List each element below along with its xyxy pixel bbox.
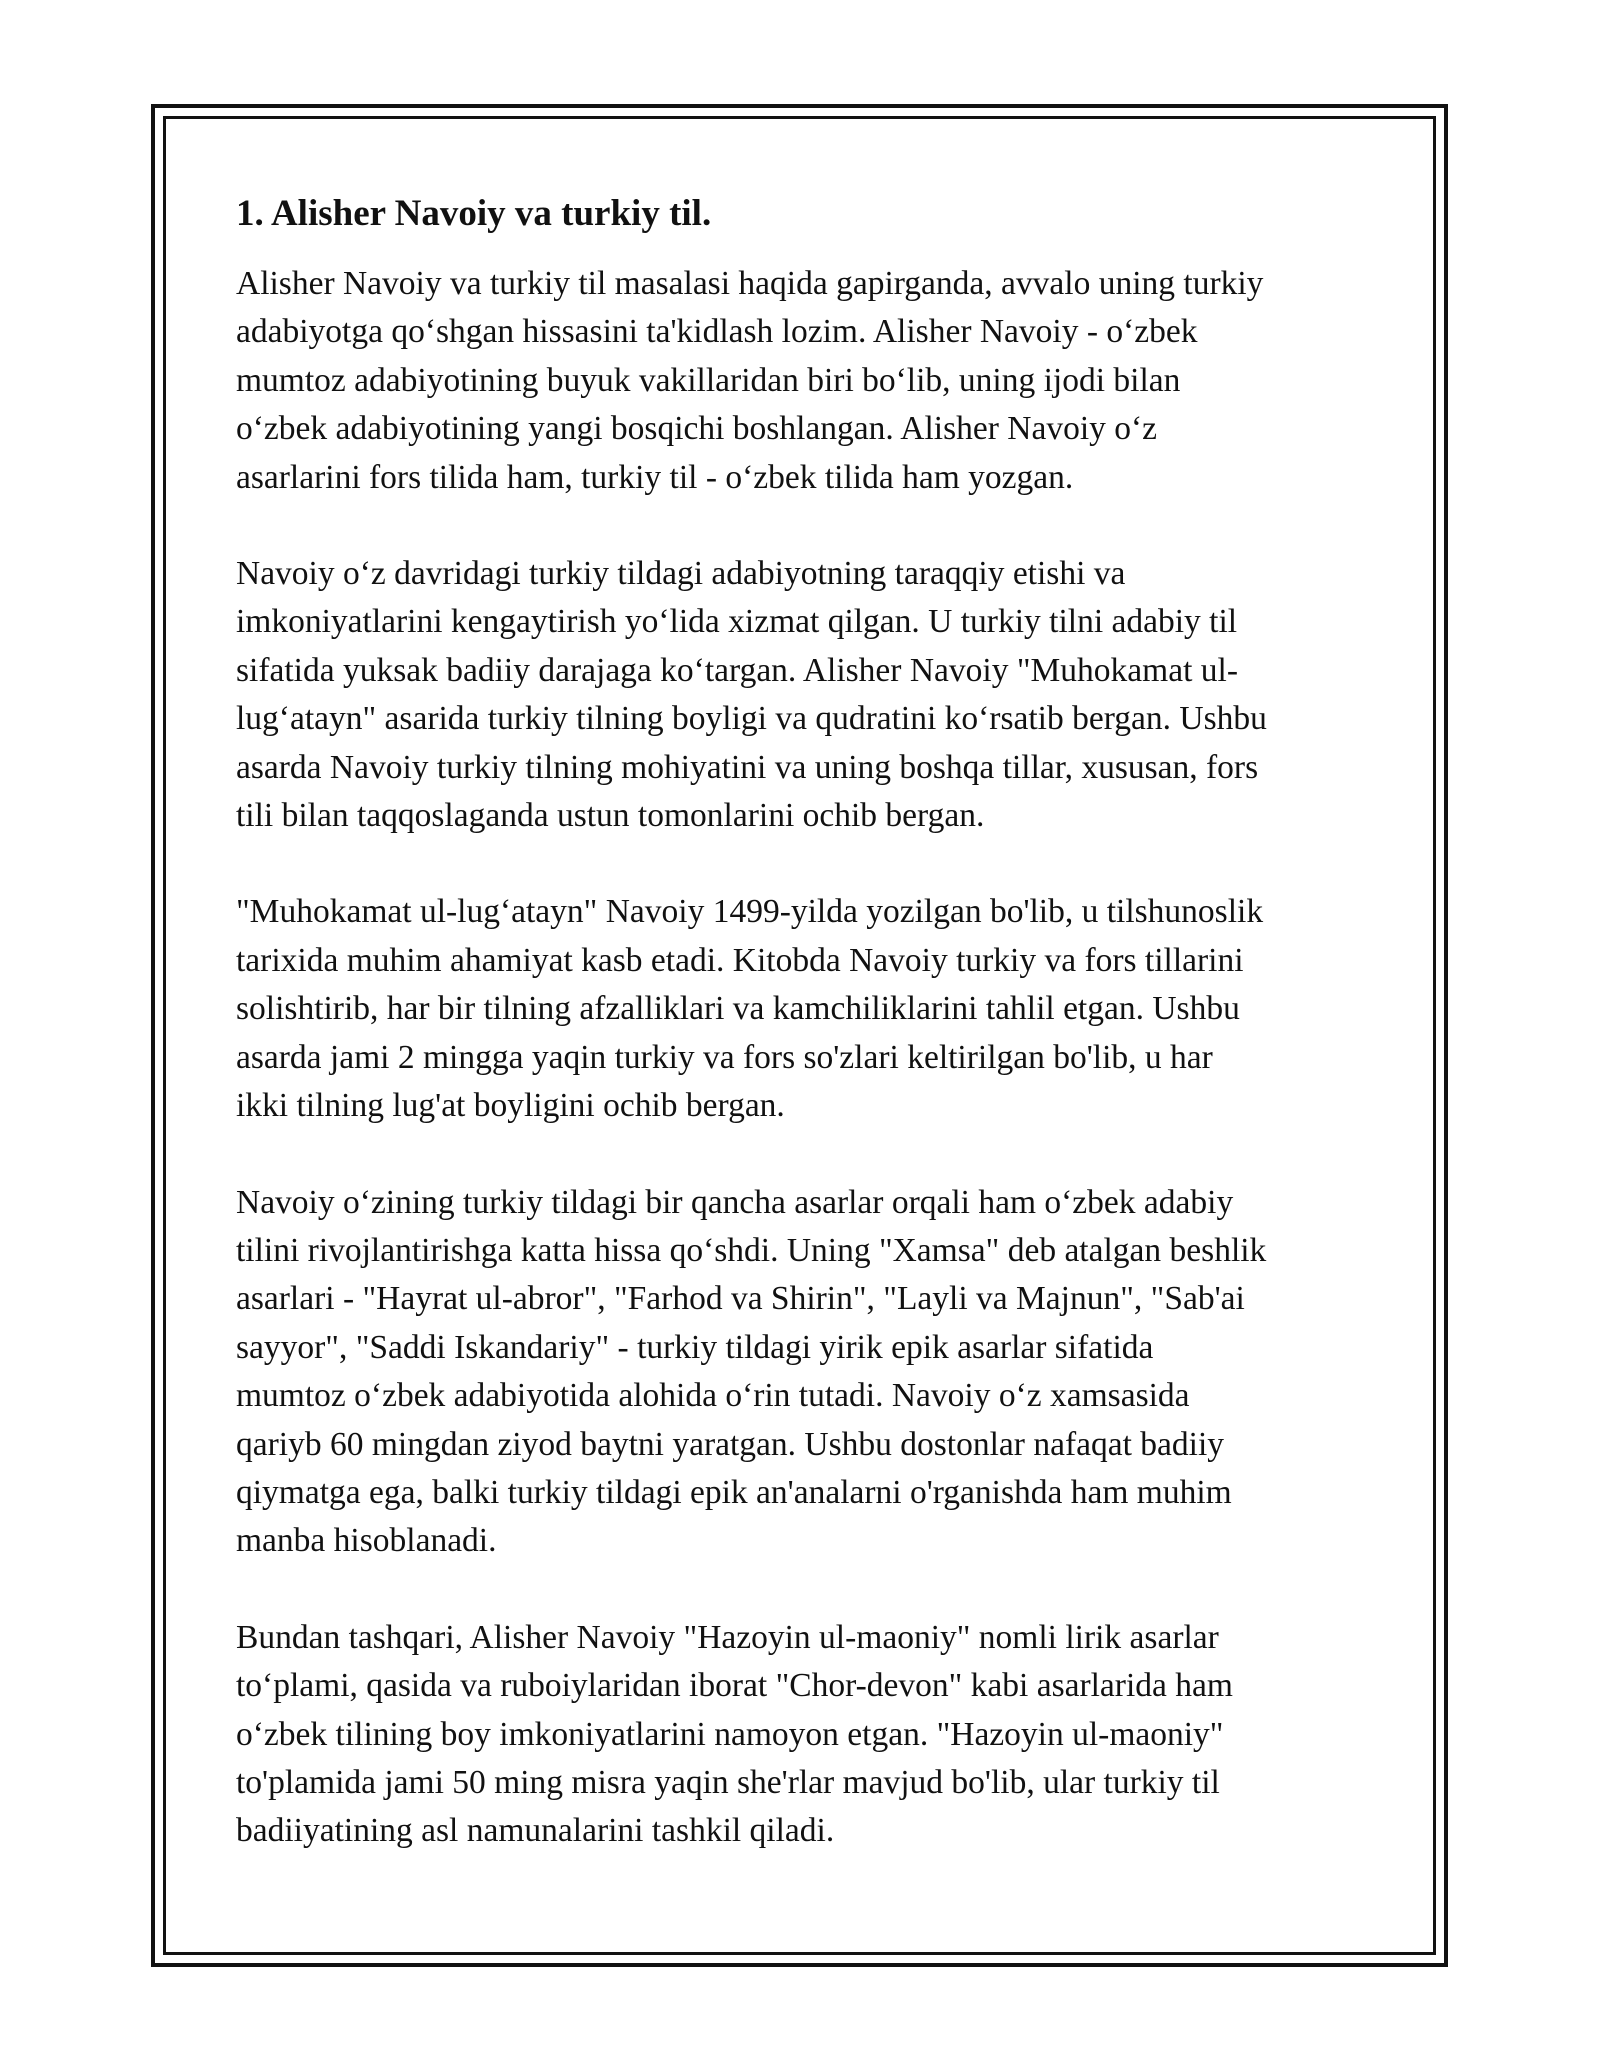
text-line: ikki tilning lug'at boyligini ochib bergan. [236, 1087, 785, 1125]
text-line: solishtirib, har bir tilning afzalliklari va kamchiliklarini tahlil etgan. Ushbu [236, 990, 1240, 1028]
text-line: manba hisoblanadi. [236, 1522, 497, 1560]
text-line: lug‘atayn" asarida turkiy tilning boyligi va qudratini ko‘rsatib bergan. Ushbu [236, 700, 1267, 738]
paragraph-4 [236, 1179, 1366, 1566]
text-line: imkoniyatlarini kengaytirish yo‘lida xizmat qilgan. U turkiy tilni adabiy til [236, 603, 1238, 641]
text-line: sayyor", "Saddi Iskandariy" - turkiy tildagi yirik epik asarlar sifatida [236, 1328, 1154, 1366]
text-line: Navoiy o‘z davridagi turkiy tildagi adabiyotning taraqqiy etishi va [236, 555, 1126, 593]
text-line: tilini rivojlantirishga katta hissa qo‘shdi. Uning "Xamsa" deb atalgan beshlik [236, 1231, 1267, 1269]
text-line: asarlari - "Hayrat ul-abror", "Farhod va Shirin", "Layli va Majnun", "Sab'ai [236, 1280, 1245, 1318]
document-body [236, 190, 1366, 1904]
text-line: Navoiy o‘zining turkiy tildagi bir qancha asarlar orqali ham o‘zbek adabiy [236, 1183, 1234, 1221]
section-title: 1. Alisher Navoiy va turkiy til. [236, 193, 712, 234]
text-line: adabiyotga qo‘shgan hissasini ta'kidlash lozim. Alisher Navoiy - o‘zbek [236, 313, 1198, 351]
text-line: o‘zbek tilining boy imkoniyatlarini namoyon etgan. "Hazoyin ul-maoniy" [236, 1715, 1224, 1753]
text-line: tarixida muhim ahamiyat kasb etadi. Kitobda Navoiy turkiy va fors tillarini [236, 941, 1244, 979]
text-line: qariyb 60 mingdan ziyod baytni yaratgan. Ushbu dostonlar nafaqat badiiy [236, 1425, 1225, 1463]
text-line: asarda jami 2 mingga yaqin turkiy va fors so'zlari keltirilgan bo'lib, u har [236, 1038, 1213, 1076]
text-line: mumtoz adabiyotining buyuk vakillaridan biri bo‘lib, uning ijodi bilan [236, 361, 1181, 399]
text-line: badiiyatining asl namunalarini tashkil qiladi. [236, 1812, 835, 1850]
paragraph-2 [236, 550, 1366, 840]
text-line: o‘zbek adabiyotining yangi bosqichi boshlangan. Alisher Navoiy o‘z [236, 410, 1158, 448]
text-line: mumtoz o‘zbek adabiyotida alohida o‘rin tutadi. Navoiy o‘z xamsasida [236, 1377, 1190, 1415]
text-line: Alisher Navoiy va turkiy til masalasi haqida gapirganda, avvalo uning turkiy [236, 265, 1264, 302]
text-line: tili bilan taqqoslaganda ustun tomonlarini ochib bergan. [236, 797, 985, 835]
text-line: asarda Navoiy turkiy tilning mohiyatini va uning boshqa tillar, xususan, fors [236, 748, 1259, 786]
text-line: qiymatga ega, balki turkiy tildagi epik an'analarni o'rganishda ham muhim [236, 1473, 1232, 1511]
text-line: Bundan tashqari, Alisher Navoiy "Hazoyin ul-maoniy" nomli lirik asarlar [236, 1618, 1219, 1656]
text-line: asarlarini fors tilida ham, turkiy til - o‘zbek tilida ham yozgan. [236, 458, 1074, 496]
paragraph-1 [236, 260, 1366, 502]
paragraph-3 [236, 888, 1366, 1130]
text-line: to‘plami, qasida va ruboiylaridan iborat "Chor-devon" kabi asarlarida ham [236, 1667, 1233, 1705]
text-line: to'plamida jami 50 ming misra yaqin she'rlar mavjud bo'lib, ular turkiy til [236, 1763, 1220, 1801]
paragraph-5 [236, 1614, 1366, 1856]
text-line: sifatida yuksak badiiy darajaga ko‘targan. Alisher Navoiy "Muhokamat ul- [236, 651, 1238, 689]
text-line: "Muhokamat ul-lug‘atayn" Navoiy 1499-yilda yozilgan bo'lib, u tilshunoslik [236, 893, 1264, 931]
